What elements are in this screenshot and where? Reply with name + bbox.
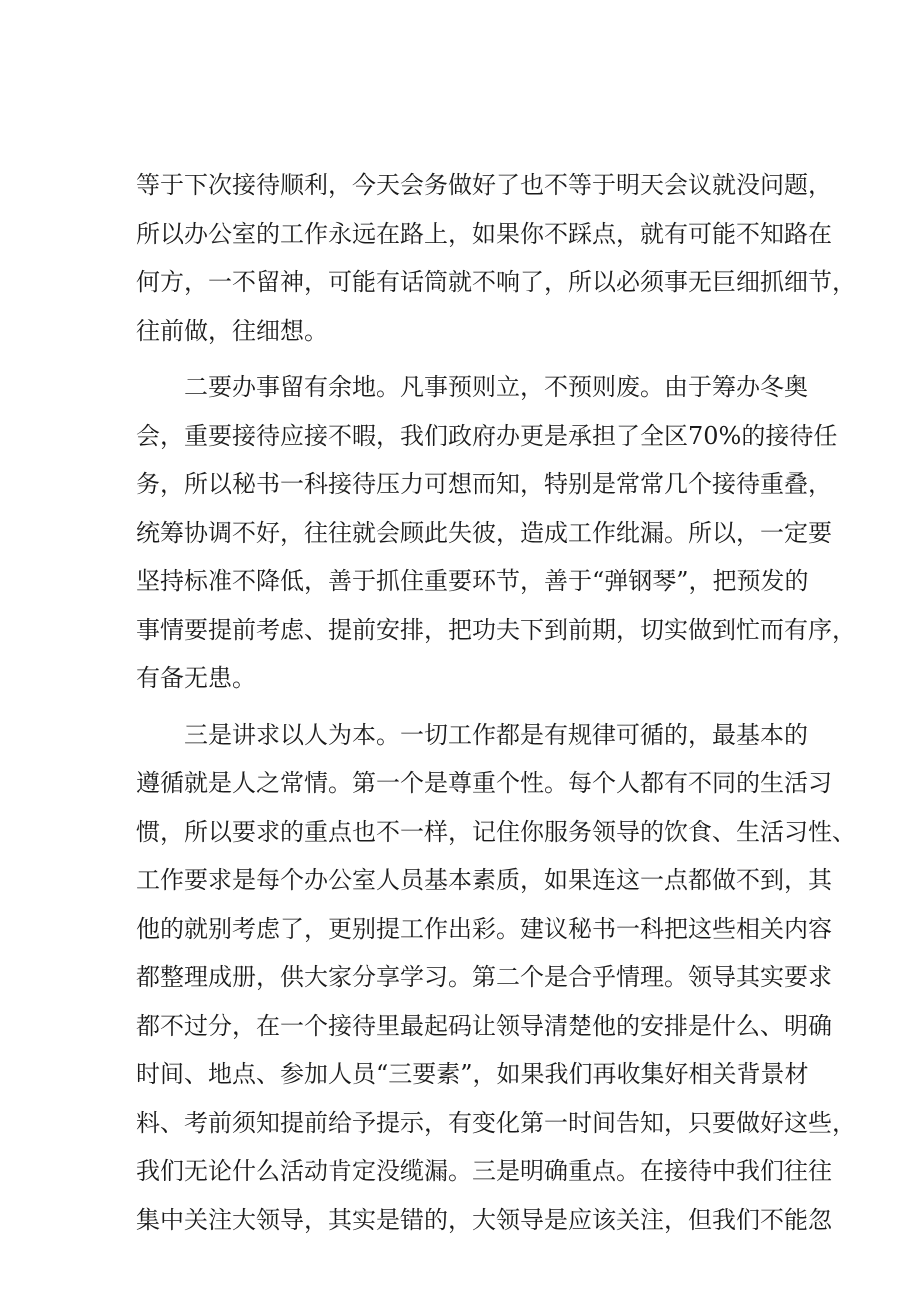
text-line: 遵循就是人之常情。第一个是尊重个性。每个人都有不同的生活习 <box>136 769 832 797</box>
text-line: 二要办事留有余地。凡事预则立，不预则废。由于筹办冬奥 <box>184 373 808 401</box>
text-line: 他的就别考虑了，更别提工作出彩。建议秘书一科把这些相关内容 <box>136 914 832 943</box>
text-line: 工作要求是每个办公室人员基本素质，如果连这一点都做不到，其 <box>136 866 832 894</box>
text-line: 往前做，往细想。 <box>136 316 328 345</box>
text-line: 我们无论什么活动肯定没缆漏。三是明确重点。在接待中我们往往 <box>136 1157 832 1185</box>
text-line: 时间、地点、参加人员“三要素”，如果我们再收集好相关背景材 <box>136 1060 809 1088</box>
text-line: 料、考前须知提前给予提示，有变化第一时间告知，只要做好这些， <box>136 1108 856 1137</box>
text-line: 务，所以秘书一科接待压力可想而知，特别是常常几个接待重叠， <box>136 470 832 498</box>
text-line: 集中关注大领导，其实是错的，大领导是应该关注，但我们不能忽 <box>136 1205 832 1234</box>
document-body <box>136 161 856 1244</box>
text-line: 都不过分，在一个接待里最起码让领导清楚他的安排是什么、明确 <box>136 1011 832 1040</box>
text-line: 会，重要接待应接不暇，我们政府办更是承担了全区70%的接待任 <box>136 421 838 450</box>
paragraph-1 <box>136 161 856 355</box>
text-line: 坚持标准不降低，善于抓住重要环节，善于“弹钢琴”，把预发的 <box>136 567 809 595</box>
text-line: 三是讲求以人为本。一切工作都是有规律可循的，最基本的 <box>184 720 808 749</box>
paragraph-3 <box>136 711 856 1245</box>
text-line: 惯，所以要求的重点也不一样，记住你服务领导的饮食、生活习性、 <box>136 817 856 846</box>
text-line: 统筹协调不好，往往就会顾此失彼，造成工作纰漏。所以，一定要 <box>136 518 832 547</box>
text-line: 何方，一不留神，可能有话筒就不响了，所以必须事无巨细抓细节， <box>136 268 856 296</box>
text-line: 等于下次接待顺利，今天会务做好了也不等于明天会议就没问题， <box>136 171 832 199</box>
text-line: 事情要提前考虑、提前安排，把功夫下到前期，切实做到忙而有序， <box>136 615 856 644</box>
paragraph-2 <box>136 363 856 703</box>
text-line: 有备无患。 <box>136 664 256 692</box>
text-line: 都整理成册，供大家分享学习。第二个是合乎情理。领导其实要求 <box>136 963 832 991</box>
text-line: 所以办公室的工作永远在路上，如果你不踩点，就有可能不知路在 <box>136 219 832 248</box>
